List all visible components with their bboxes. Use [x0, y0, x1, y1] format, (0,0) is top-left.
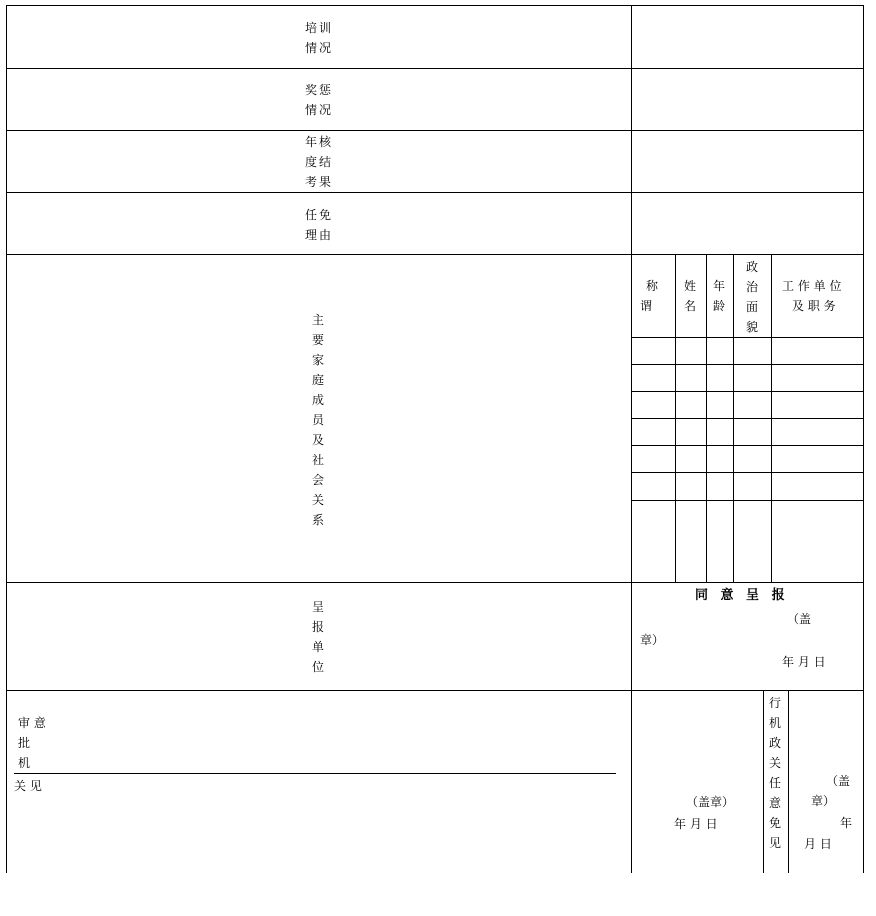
removal-label-top: 任免 [305, 208, 334, 222]
assessment-label-bottom: 考果 [305, 175, 334, 189]
admin-label-char: 意 [769, 796, 782, 810]
admin-label-char: 关 [769, 756, 782, 770]
row-line [6, 130, 864, 131]
admin-label-char: 机 [769, 716, 782, 730]
family-label-char: 会 [312, 473, 325, 487]
assessment-label-mid: 度结 [305, 155, 334, 169]
admin-label-char: 行 [769, 696, 782, 710]
approval-inner-line [14, 773, 616, 774]
family-label-char: 主 [312, 313, 325, 327]
family-row-line [631, 445, 864, 446]
admin-date-year: 年 [840, 816, 853, 830]
report-date: 年 月 日 [782, 655, 826, 669]
family-label-char: 员 [312, 413, 325, 427]
left-border [6, 5, 7, 873]
approval-seal: （盖章） [686, 795, 735, 809]
family-col-work-top: 工 作 单 位 [782, 279, 842, 293]
admin-seal-close: 章） [811, 794, 836, 808]
report-agree-text: 同 意 呈 报 [695, 588, 789, 603]
admin-date-md: 月 日 [804, 837, 832, 851]
family-col-age-1: 年 [713, 279, 726, 293]
main-divider [631, 5, 632, 873]
family-col-work-bottom: 及 职 务 [792, 299, 836, 313]
family-label-char: 成 [312, 393, 325, 407]
report-label-char: 位 [312, 660, 325, 674]
family-row-line [631, 418, 864, 419]
family-row-line [631, 337, 864, 338]
training-label-top: 培训 [305, 21, 334, 35]
family-col-title-2: 谓 [640, 299, 653, 313]
admin-label-char: 免 [769, 816, 782, 830]
family-col-name-2: 名 [684, 299, 697, 313]
family-label-char: 庭 [312, 373, 325, 387]
family-col-age-2: 龄 [713, 299, 726, 313]
approval-text-1: 审 意 [18, 716, 46, 730]
admin-seal-open: （盖 [826, 774, 851, 788]
family-label-char: 及 [312, 433, 325, 447]
report-label-char: 单 [312, 640, 325, 654]
awards-label-top: 奖惩 [305, 83, 334, 97]
family-row-line [631, 472, 864, 473]
right-border [863, 5, 864, 873]
row-line [6, 254, 864, 255]
row-line [6, 192, 864, 193]
approval-date: 年 月 日 [674, 817, 718, 831]
removal-label-bottom: 理由 [305, 228, 334, 242]
training-label-bottom: 情况 [305, 41, 334, 55]
family-col-political-3: 面 [746, 300, 759, 314]
row-line [6, 582, 864, 583]
family-col-political-4: 貌 [746, 320, 759, 334]
row-line [6, 690, 864, 691]
report-seal-open: （盖 [787, 612, 812, 626]
awards-label-bottom: 情况 [305, 103, 334, 117]
family-label-char: 系 [312, 513, 325, 527]
family-row-line [631, 391, 864, 392]
family-col-name-1: 姓 [684, 279, 697, 293]
admin-col-line [788, 690, 789, 873]
row-line [6, 68, 864, 69]
family-label-char: 关 [312, 493, 325, 507]
top-border [6, 5, 864, 6]
report-seal-close: 章） [640, 633, 665, 647]
admin-label-char: 见 [769, 836, 782, 850]
family-label-char: 社 [312, 453, 325, 467]
approval-text-3: 机 [18, 756, 31, 770]
family-row-line [631, 500, 864, 501]
family-label-char: 要 [312, 333, 325, 347]
admin-col-line [763, 690, 764, 873]
family-label-char: 家 [312, 353, 325, 367]
assessment-label-top: 年核 [305, 135, 334, 149]
admin-label-char: 政 [769, 736, 782, 750]
approval-text-2: 批 [18, 736, 31, 750]
approval-text-4: 关 见 [14, 779, 42, 793]
report-label-char: 呈 [312, 600, 325, 614]
admin-label-char: 任 [769, 776, 782, 790]
family-row-line [631, 364, 864, 365]
family-col-political-1: 政 [746, 260, 759, 274]
family-col-political-2: 治 [746, 280, 759, 294]
report-label-char: 报 [312, 620, 325, 634]
family-col-title-1: 称 [646, 279, 659, 293]
